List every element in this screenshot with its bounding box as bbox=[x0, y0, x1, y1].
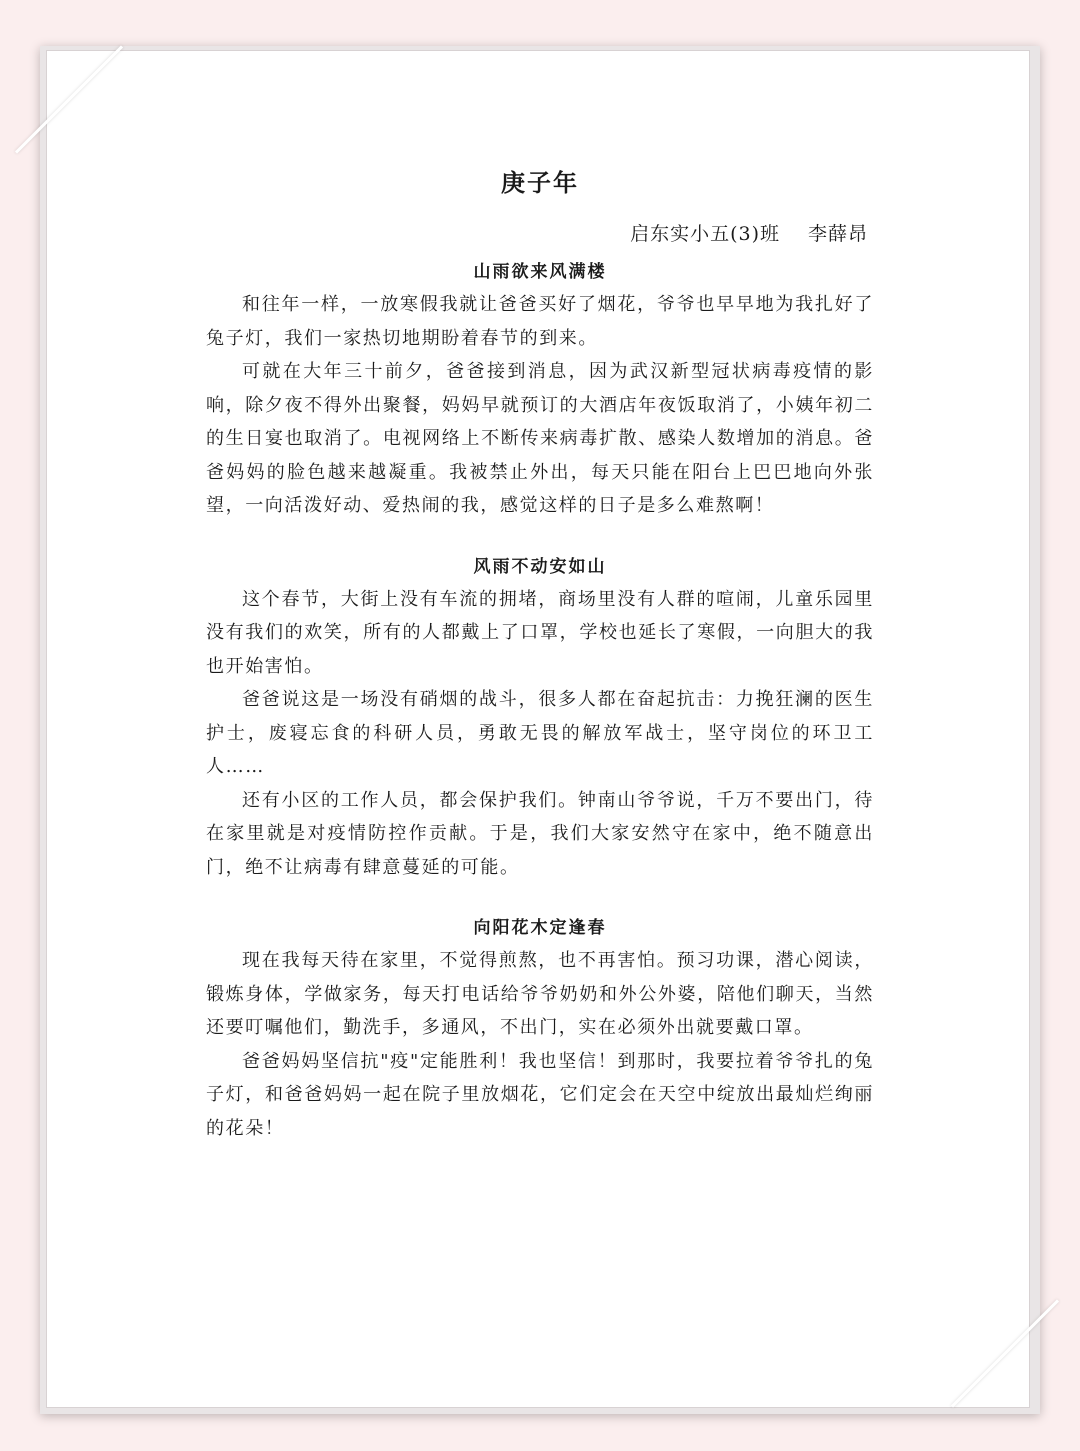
essay-section-1 bbox=[206, 256, 874, 523]
author-line bbox=[206, 212, 874, 256]
essay-content bbox=[206, 160, 874, 1173]
paragraph: 现在我每天待在家里，不觉得煎熬，也不再害怕。预习功课，潜心阅读，锻炼身体，学做家务，每天打电话给爷爷奶奶和外公外婆，陪他们聊天，当然还要叮嘱他们，勤洗手，多通风，不出门，实在必须外出就要戴口罩。 bbox=[206, 950, 874, 1038]
author-name: 李薛昂 bbox=[807, 223, 868, 245]
author-class: 启东实小五(3)班 bbox=[630, 223, 780, 245]
paragraph: 这个春节，大街上没有车流的拥堵，商场里没有人群的喧闹，儿童乐园里没有我们的欢笑，所有的人都戴上了口罩，学校也延长了寒假，一向胆大的我也开始害怕。 bbox=[206, 588, 874, 677]
section-heading: 山雨欲来风满楼 bbox=[473, 262, 607, 282]
paragraph: 可就在大年三十前夕，爸爸接到消息，因为武汉新型冠状病毒疫情的影响，除夕夜不得外出聚餐，妈妈早就预订的大酒店年夜饭取消了，小姨年初二的生日宴也取消了。电视网络上不断传来病毒扩散、感染人数增加的消息。爸爸妈妈的脸色越来越凝重。我被禁止外出，每天只能在阳台上巴巴地向外张望，一向活泼好动、爱热闹的我，感觉这样的日子是多么难熬啊！ bbox=[206, 361, 874, 516]
section-heading: 风雨不动安如山 bbox=[473, 556, 607, 577]
section-heading: 向阳花木定逢春 bbox=[473, 918, 607, 938]
paragraph: 还有小区的工作人员，都会保护我们。钟南山爷爷说，千万不要出门，待在家里就是对疫情防控作贡献。于是，我们大家安然守在家中，绝不随意出门，绝不让病毒有肆意蔓延的可能。 bbox=[206, 789, 874, 878]
paragraph: 爸爸说这是一场没有硝烟的战斗，很多人都在奋起抗击：力挽狂澜的医生护士，废寝忘食的科研人员，勇敢无畏的解放军战士，坚守岗位的环卫工人…… bbox=[206, 689, 874, 777]
paragraph: 爸爸妈妈坚信抗"疫"定能胜利！我也坚信！到那时，我要拉着爷爷扎的兔子灯，和爸爸妈妈一起在院子里放烟花，它们定会在天空中绽放出最灿烂绚丽的花朵！ bbox=[206, 1050, 874, 1139]
essay-section-3 bbox=[206, 912, 874, 1145]
paragraph: 和往年一样，一放寒假我就让爸爸买好了烟花，爷爷也早早地为我扎好了兔子灯，我们一家热切地期盼着春节的到来。 bbox=[206, 294, 874, 349]
essay-title: 庚子年 bbox=[501, 168, 579, 197]
essay-section-2 bbox=[206, 551, 874, 885]
